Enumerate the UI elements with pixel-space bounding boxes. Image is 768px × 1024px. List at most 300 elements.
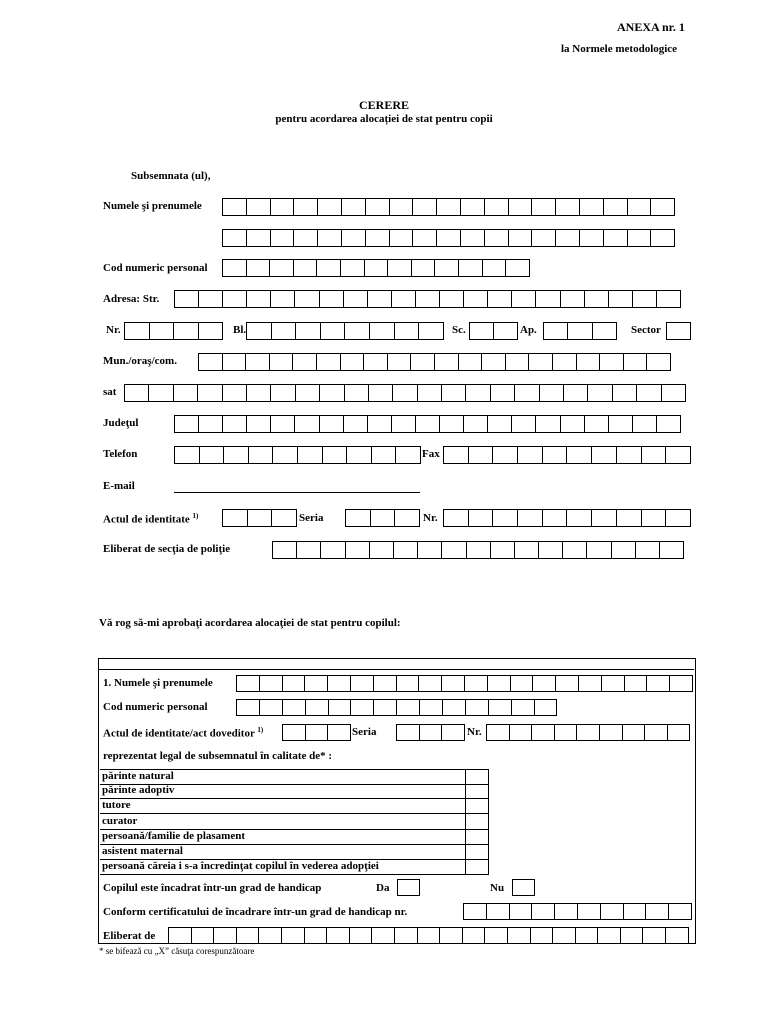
entry-box[interactable] [366, 198, 390, 216]
entry-box[interactable] [662, 384, 686, 402]
entry-box[interactable] [237, 699, 260, 716]
entry-box[interactable] [580, 198, 604, 216]
entry-box[interactable] [223, 290, 247, 308]
entry-box[interactable] [327, 927, 350, 944]
entry-box[interactable] [223, 415, 247, 433]
address-county-boxes[interactable] [174, 415, 681, 433]
entry-box[interactable] [342, 229, 366, 247]
entry-box[interactable] [321, 541, 345, 559]
entry-box[interactable] [273, 541, 297, 559]
entry-box[interactable] [237, 927, 260, 944]
entry-box[interactable] [247, 322, 272, 340]
entry-box[interactable] [351, 675, 374, 692]
child-cnp-boxes[interactable] [236, 699, 557, 716]
entry-box[interactable] [175, 415, 199, 433]
applicant-cnp-boxes[interactable] [222, 259, 530, 277]
entry-box[interactable] [437, 198, 461, 216]
entry-box[interactable] [295, 290, 319, 308]
entry-box[interactable] [666, 509, 691, 527]
entry-box[interactable] [296, 322, 321, 340]
entry-box[interactable] [669, 903, 692, 920]
entry-box[interactable] [293, 353, 317, 371]
entry-box[interactable] [397, 699, 420, 716]
entry-box[interactable] [344, 415, 368, 433]
entry-box[interactable] [494, 322, 518, 340]
entry-box[interactable] [645, 724, 668, 741]
entry-box[interactable] [624, 353, 648, 371]
entry-box[interactable] [223, 384, 247, 402]
entry-box[interactable] [259, 927, 282, 944]
entry-box[interactable] [515, 384, 539, 402]
entry-box[interactable] [508, 927, 531, 944]
entry-box[interactable] [440, 415, 464, 433]
entry-box[interactable] [637, 384, 661, 402]
issued-by-police-boxes[interactable] [272, 541, 684, 559]
entry-box[interactable] [482, 353, 506, 371]
entry-box[interactable] [657, 290, 681, 308]
guardian-option-checkbox[interactable] [465, 829, 489, 844]
entry-box[interactable] [442, 724, 465, 741]
entry-box[interactable] [633, 415, 657, 433]
entry-box[interactable] [270, 353, 294, 371]
entry-box[interactable] [667, 322, 691, 340]
entry-box[interactable] [666, 446, 691, 464]
entry-box[interactable] [329, 699, 352, 716]
entry-box[interactable] [509, 229, 533, 247]
entry-box[interactable] [510, 724, 533, 741]
entry-box[interactable] [470, 322, 494, 340]
child-name-boxes[interactable] [236, 675, 693, 692]
phone-boxes[interactable] [174, 446, 421, 464]
entry-box[interactable] [305, 927, 328, 944]
entry-box[interactable] [442, 384, 466, 402]
entry-box[interactable] [617, 446, 642, 464]
entry-box[interactable] [567, 509, 592, 527]
entry-box[interactable] [294, 198, 318, 216]
entry-box[interactable] [272, 322, 297, 340]
fax-boxes[interactable] [443, 446, 691, 464]
entry-box[interactable] [317, 259, 341, 277]
applicant-name-boxes-row1[interactable] [222, 198, 675, 216]
entry-box[interactable] [392, 290, 416, 308]
entry-box[interactable] [318, 198, 342, 216]
entry-box[interactable] [647, 353, 671, 371]
entry-box[interactable] [642, 509, 667, 527]
entry-box[interactable] [555, 724, 578, 741]
entry-box[interactable] [412, 259, 436, 277]
entry-box[interactable] [579, 675, 602, 692]
entry-box[interactable] [532, 229, 556, 247]
address-nr-boxes[interactable] [124, 322, 223, 340]
entry-box[interactable] [224, 446, 249, 464]
entry-box[interactable] [533, 675, 556, 692]
entry-box[interactable] [666, 927, 689, 944]
entry-box[interactable] [555, 903, 578, 920]
entry-box[interactable] [346, 509, 371, 527]
entry-box[interactable] [602, 675, 625, 692]
entry-box[interactable] [491, 384, 515, 402]
entry-box[interactable] [553, 353, 577, 371]
entry-box[interactable] [237, 675, 260, 692]
entry-box[interactable] [564, 384, 588, 402]
entry-box[interactable] [247, 198, 271, 216]
entry-box[interactable] [294, 259, 318, 277]
entry-box[interactable] [214, 927, 237, 944]
entry-box[interactable] [273, 446, 298, 464]
entry-box[interactable] [489, 699, 512, 716]
address-sc-boxes[interactable] [469, 322, 518, 340]
entry-box[interactable] [543, 446, 568, 464]
child-id-doc-boxes[interactable] [282, 724, 351, 741]
entry-box[interactable] [271, 229, 295, 247]
entry-box[interactable] [609, 415, 633, 433]
entry-box[interactable] [294, 229, 318, 247]
entry-box[interactable] [651, 198, 675, 216]
entry-box[interactable] [553, 927, 576, 944]
entry-box[interactable] [247, 415, 271, 433]
entry-box[interactable] [563, 541, 587, 559]
entry-box[interactable] [249, 446, 274, 464]
address-sat-boxes[interactable] [124, 384, 686, 402]
entry-box[interactable] [260, 675, 283, 692]
entry-box[interactable] [125, 322, 150, 340]
entry-box[interactable] [488, 675, 511, 692]
entry-box[interactable] [513, 879, 535, 896]
entry-box[interactable] [175, 446, 200, 464]
entry-box[interactable] [511, 675, 534, 692]
entry-box[interactable] [512, 290, 536, 308]
applicant-name-boxes-row2[interactable] [222, 229, 675, 247]
entry-box[interactable] [437, 229, 461, 247]
entry-box[interactable] [150, 322, 175, 340]
entry-box[interactable] [413, 229, 437, 247]
entry-box[interactable] [346, 541, 370, 559]
entry-box[interactable] [223, 509, 248, 527]
entry-box[interactable] [364, 353, 388, 371]
entry-box[interactable] [443, 699, 466, 716]
entry-box[interactable] [544, 322, 568, 340]
entry-box[interactable] [420, 724, 443, 741]
entry-box[interactable] [223, 353, 247, 371]
entry-box[interactable] [543, 509, 568, 527]
guardian-option-checkbox[interactable] [465, 814, 489, 829]
entry-box[interactable] [465, 675, 488, 692]
entry-box[interactable] [561, 290, 585, 308]
entry-box[interactable] [442, 541, 466, 559]
entry-box[interactable] [341, 353, 365, 371]
entry-box[interactable] [223, 198, 247, 216]
entry-box[interactable] [283, 724, 306, 741]
entry-box[interactable] [199, 353, 223, 371]
handicap-yes-checkbox[interactable] [397, 879, 420, 896]
entry-box[interactable] [283, 675, 306, 692]
entry-box[interactable] [613, 384, 637, 402]
entry-box[interactable] [556, 229, 580, 247]
entry-box[interactable] [485, 927, 508, 944]
entry-box[interactable] [370, 322, 395, 340]
entry-box[interactable] [628, 229, 652, 247]
entry-box[interactable] [396, 446, 421, 464]
address-street-boxes[interactable] [174, 290, 681, 308]
entry-box[interactable] [568, 322, 592, 340]
entry-box[interactable] [440, 927, 463, 944]
entry-box[interactable] [642, 446, 667, 464]
entry-box[interactable] [398, 879, 420, 896]
entry-box[interactable] [600, 353, 624, 371]
entry-box[interactable] [577, 724, 600, 741]
entry-box[interactable] [651, 229, 675, 247]
entry-box[interactable] [466, 699, 489, 716]
entry-box[interactable] [578, 903, 601, 920]
entry-box[interactable] [419, 675, 442, 692]
entry-box[interactable] [342, 198, 366, 216]
entry-box[interactable] [488, 415, 512, 433]
entry-box[interactable] [604, 198, 628, 216]
entry-box[interactable] [512, 415, 536, 433]
entry-box[interactable] [647, 675, 670, 692]
entry-box[interactable] [298, 446, 323, 464]
entry-box[interactable] [600, 724, 623, 741]
entry-box[interactable] [493, 446, 518, 464]
entry-box[interactable] [397, 724, 420, 741]
entry-box[interactable] [397, 675, 420, 692]
entry-box[interactable] [350, 927, 373, 944]
entry-box[interactable] [200, 446, 225, 464]
entry-box[interactable] [260, 699, 283, 716]
entry-box[interactable] [174, 322, 199, 340]
entry-box[interactable] [512, 699, 535, 716]
entry-box[interactable] [531, 927, 554, 944]
entry-box[interactable] [580, 229, 604, 247]
entry-box[interactable] [532, 724, 555, 741]
entry-box[interactable] [370, 541, 394, 559]
entry-box[interactable] [321, 322, 346, 340]
entry-box[interactable] [491, 541, 515, 559]
child-series-boxes[interactable] [396, 724, 465, 741]
entry-box[interactable] [174, 384, 198, 402]
entry-box[interactable] [419, 322, 444, 340]
entry-box[interactable] [388, 259, 412, 277]
entry-box[interactable] [464, 903, 487, 920]
entry-box[interactable] [592, 446, 617, 464]
entry-box[interactable] [585, 415, 609, 433]
entry-box[interactable] [328, 675, 351, 692]
entry-box[interactable] [392, 415, 416, 433]
entry-box[interactable] [435, 353, 459, 371]
entry-box[interactable] [388, 353, 412, 371]
entry-box[interactable] [223, 259, 247, 277]
entry-box[interactable] [488, 290, 512, 308]
entry-box[interactable] [247, 384, 271, 402]
entry-box[interactable] [567, 446, 592, 464]
entry-box[interactable] [395, 509, 420, 527]
entry-box[interactable] [464, 290, 488, 308]
entry-box[interactable] [320, 290, 344, 308]
id-doc-boxes[interactable] [222, 509, 297, 527]
entry-box[interactable] [271, 415, 295, 433]
entry-box[interactable] [536, 415, 560, 433]
entry-box[interactable] [469, 509, 494, 527]
entry-box[interactable] [247, 290, 271, 308]
entry-box[interactable] [493, 509, 518, 527]
entry-box[interactable] [483, 259, 507, 277]
guardian-option-checkbox[interactable] [465, 844, 489, 859]
entry-box[interactable] [444, 446, 469, 464]
entry-box[interactable] [271, 290, 295, 308]
guardian-option-checkbox[interactable] [465, 859, 489, 874]
entry-box[interactable] [372, 927, 395, 944]
address-ap-boxes[interactable] [543, 322, 617, 340]
entry-box[interactable] [485, 198, 509, 216]
entry-box[interactable] [601, 903, 624, 920]
address-mun-boxes[interactable] [198, 353, 671, 371]
entry-box[interactable] [625, 675, 648, 692]
id-nr-boxes[interactable] [443, 509, 691, 527]
entry-box[interactable] [646, 903, 669, 920]
address-bl-boxes[interactable] [246, 322, 444, 340]
entry-box[interactable] [444, 509, 469, 527]
entry-box[interactable] [366, 229, 390, 247]
entry-box[interactable] [199, 290, 223, 308]
entry-box[interactable] [576, 927, 599, 944]
entry-box[interactable] [344, 290, 368, 308]
entry-box[interactable] [393, 384, 417, 402]
entry-box[interactable] [283, 699, 306, 716]
entry-box[interactable] [487, 724, 510, 741]
entry-box[interactable] [556, 198, 580, 216]
entry-box[interactable] [374, 675, 397, 692]
entry-box[interactable] [435, 259, 459, 277]
entry-box[interactable] [621, 927, 644, 944]
entry-box[interactable] [317, 353, 341, 371]
entry-box[interactable] [612, 541, 636, 559]
entry-box[interactable] [223, 229, 247, 247]
entry-box[interactable] [395, 927, 418, 944]
entry-box[interactable] [587, 541, 611, 559]
entry-box[interactable] [506, 259, 530, 277]
guardian-option-checkbox[interactable] [465, 783, 489, 798]
entry-box[interactable] [368, 415, 392, 433]
entry-box[interactable] [660, 541, 684, 559]
entry-box[interactable] [464, 415, 488, 433]
entry-box[interactable] [368, 290, 392, 308]
entry-box[interactable] [199, 322, 224, 340]
entry-box[interactable] [623, 724, 646, 741]
entry-box[interactable] [418, 927, 441, 944]
entry-box[interactable] [416, 415, 440, 433]
entry-box[interactable] [372, 446, 397, 464]
entry-box[interactable] [247, 259, 271, 277]
entry-box[interactable] [305, 675, 328, 692]
entry-box[interactable] [270, 259, 294, 277]
entry-box[interactable] [296, 384, 320, 402]
entry-box[interactable] [643, 927, 666, 944]
entry-box[interactable] [394, 541, 418, 559]
entry-box[interactable] [411, 353, 435, 371]
entry-box[interactable] [420, 699, 443, 716]
entry-box[interactable] [306, 724, 329, 741]
entry-box[interactable] [345, 322, 370, 340]
entry-box[interactable] [469, 446, 494, 464]
entry-box[interactable] [351, 699, 374, 716]
entry-box[interactable] [598, 927, 621, 944]
entry-box[interactable] [536, 290, 560, 308]
entry-box[interactable] [306, 699, 329, 716]
entry-box[interactable] [657, 415, 681, 433]
entry-box[interactable] [374, 699, 397, 716]
entry-box[interactable] [529, 353, 553, 371]
entry-box[interactable] [390, 229, 414, 247]
entry-box[interactable] [617, 509, 642, 527]
entry-box[interactable] [585, 290, 609, 308]
entry-box[interactable] [416, 290, 440, 308]
entry-box[interactable] [320, 384, 344, 402]
entry-box[interactable] [577, 353, 601, 371]
entry-box[interactable] [297, 541, 321, 559]
entry-box[interactable] [561, 415, 585, 433]
entry-box[interactable] [271, 384, 295, 402]
entry-box[interactable] [169, 927, 192, 944]
entry-box[interactable] [199, 415, 223, 433]
entry-box[interactable] [592, 509, 617, 527]
handicap-certificate-boxes[interactable] [463, 903, 692, 920]
entry-box[interactable] [518, 509, 543, 527]
entry-box[interactable] [318, 229, 342, 247]
entry-box[interactable] [198, 384, 222, 402]
entry-box[interactable] [175, 290, 199, 308]
entry-box[interactable] [192, 927, 215, 944]
entry-box[interactable] [271, 198, 295, 216]
entry-box[interactable] [413, 198, 437, 216]
entry-box[interactable] [442, 675, 465, 692]
entry-box[interactable] [459, 259, 483, 277]
entry-box[interactable] [532, 198, 556, 216]
email-line[interactable] [174, 492, 420, 493]
entry-box[interactable] [440, 290, 464, 308]
entry-box[interactable] [485, 229, 509, 247]
entry-box[interactable] [418, 541, 442, 559]
entry-box[interactable] [461, 229, 485, 247]
entry-box[interactable] [125, 384, 149, 402]
entry-box[interactable] [535, 699, 558, 716]
entry-box[interactable] [588, 384, 612, 402]
entry-box[interactable] [341, 259, 365, 277]
entry-box[interactable] [282, 927, 305, 944]
entry-box[interactable] [515, 541, 539, 559]
entry-box[interactable] [272, 509, 297, 527]
entry-box[interactable] [466, 384, 490, 402]
entry-box[interactable] [487, 903, 510, 920]
child-issued-by-boxes[interactable] [168, 927, 689, 944]
entry-box[interactable] [539, 541, 563, 559]
entry-box[interactable] [461, 198, 485, 216]
entry-box[interactable] [540, 384, 564, 402]
entry-box[interactable] [246, 353, 270, 371]
entry-box[interactable] [328, 724, 351, 741]
entry-box[interactable] [628, 198, 652, 216]
entry-box[interactable] [518, 446, 543, 464]
entry-box[interactable] [149, 384, 173, 402]
entry-box[interactable] [390, 198, 414, 216]
entry-box[interactable] [369, 384, 393, 402]
entry-box[interactable] [633, 290, 657, 308]
entry-box[interactable] [609, 290, 633, 308]
handicap-no-checkbox[interactable] [512, 879, 535, 896]
entry-box[interactable] [509, 198, 533, 216]
entry-box[interactable] [247, 229, 271, 247]
entry-box[interactable] [624, 903, 647, 920]
id-series-boxes[interactable] [345, 509, 420, 527]
